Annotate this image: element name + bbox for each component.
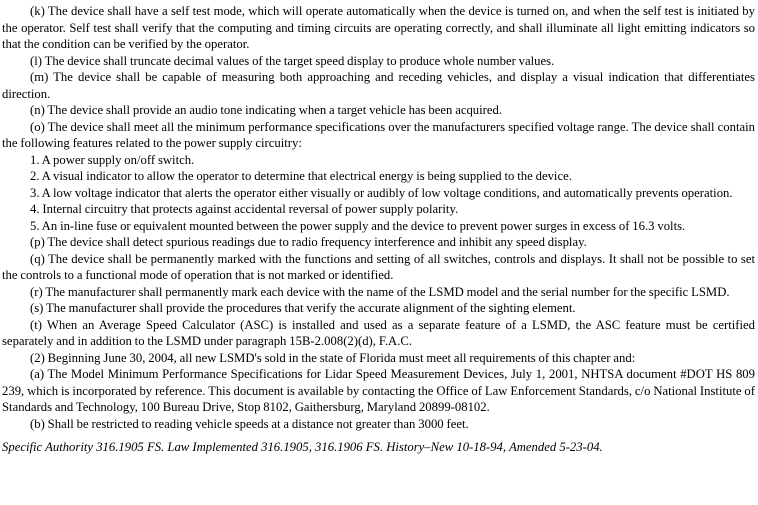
paragraph-p: (p) The device shall detect spurious readings due to radio frequency interference and inhibit any speed display. [30, 235, 587, 249]
paragraph-2b: (b) Shall be restricted to reading vehicle speeds at a distance not greater than 3000 feet. [30, 416, 469, 431]
paragraph-o: (o) The device shall meet all the minimum performance specifications over the manufacturers specified voltage range. The device shall contain the following features related to the power supply circuitry: [2, 119, 755, 150]
list-item-1: 1. A power supply on/off switch. [30, 152, 195, 167]
history-note: Specific Authority 316.1905 FS. Law Implemented 316.1905, 316.1906 FS. History–New 10-18-94, Amended 5-23-04. [2, 440, 603, 454]
paragraph-r: (r) The manufacturer shall permanently mark each device with the name of the LSMD model and the serial number for the specific LSMD. [30, 284, 730, 299]
paragraph-m: (m) The device shall be capable of measuring both approaching and receding vehicles, and display a visual indication that differentiates direction. [2, 70, 755, 101]
list-item-5: 5. An in-line fuse or equivalent mounted between the power supply and the device to prevent power surges in excess of 16.3 volts. [30, 218, 686, 233]
paragraph-t: (t) When an Average Speed Calculator (ASC) is installed and used as a separate feature of a LSMD, the ASC feature must be certified separately and in addition to the LSMD under paragraph 15B-2.008(2)(d), F.A.C. [2, 317, 755, 348]
list-item-2: 2. A visual indicator to allow the operator to determine that electrical energy is being supplied to the device. [30, 169, 572, 183]
paragraph-k: (k) The device shall have a self test mode, which will operate automatically when the device is turned on, and when the self test is initiated by the operator. Self test shall verify that the computing and timing circuits are operating correctly, and shall illuminate all light emitting indicators so that the condition can be verified by the operator. [2, 4, 755, 51]
paragraph-s: (s) The manufacturer shall provide the procedures that verify the accurate alignment of the sighting element. [30, 301, 576, 315]
paragraph-l: (l) The device shall truncate decimal values of the target speed display to produce whole number values. [30, 53, 555, 68]
list-item-4: 4. Internal circuitry that protects against accidental reversal of power supply polarity. [30, 202, 459, 216]
paragraph-n: (n) The device shall provide an audio tone indicating when a target vehicle has been acquired. [30, 103, 503, 117]
paragraph-2a: (a) The Model Minimum Performance Specifications for Lidar Speed Measurement Devices, July 1, 2001, NHTSA document #DOT HS 809 239, which is incorporated by reference. This document is available by contacting the Office of Law Enforcement Standards, c/o National Institute of Standards and Technology, 100 Bureau Drive, Stop 8102, Gaithersburg, Maryland 20899-08102. [2, 367, 755, 414]
paragraph-q: (q) The device shall be permanently marked with the functions and setting of all switches, controls and displays. It shall not be possible to set the controls to a functional mode of operation that is not marked or identified. [2, 251, 755, 282]
paragraph-2: (2) Beginning June 30, 2004, all new LSMD's sold in the state of Florida must meet all requirements of this chapter and: [30, 350, 636, 365]
list-item-3: 3. A low voltage indicator that alerts the operator either visually or audibly of low voltage conditions, and automatically prevents operation. [30, 185, 733, 200]
